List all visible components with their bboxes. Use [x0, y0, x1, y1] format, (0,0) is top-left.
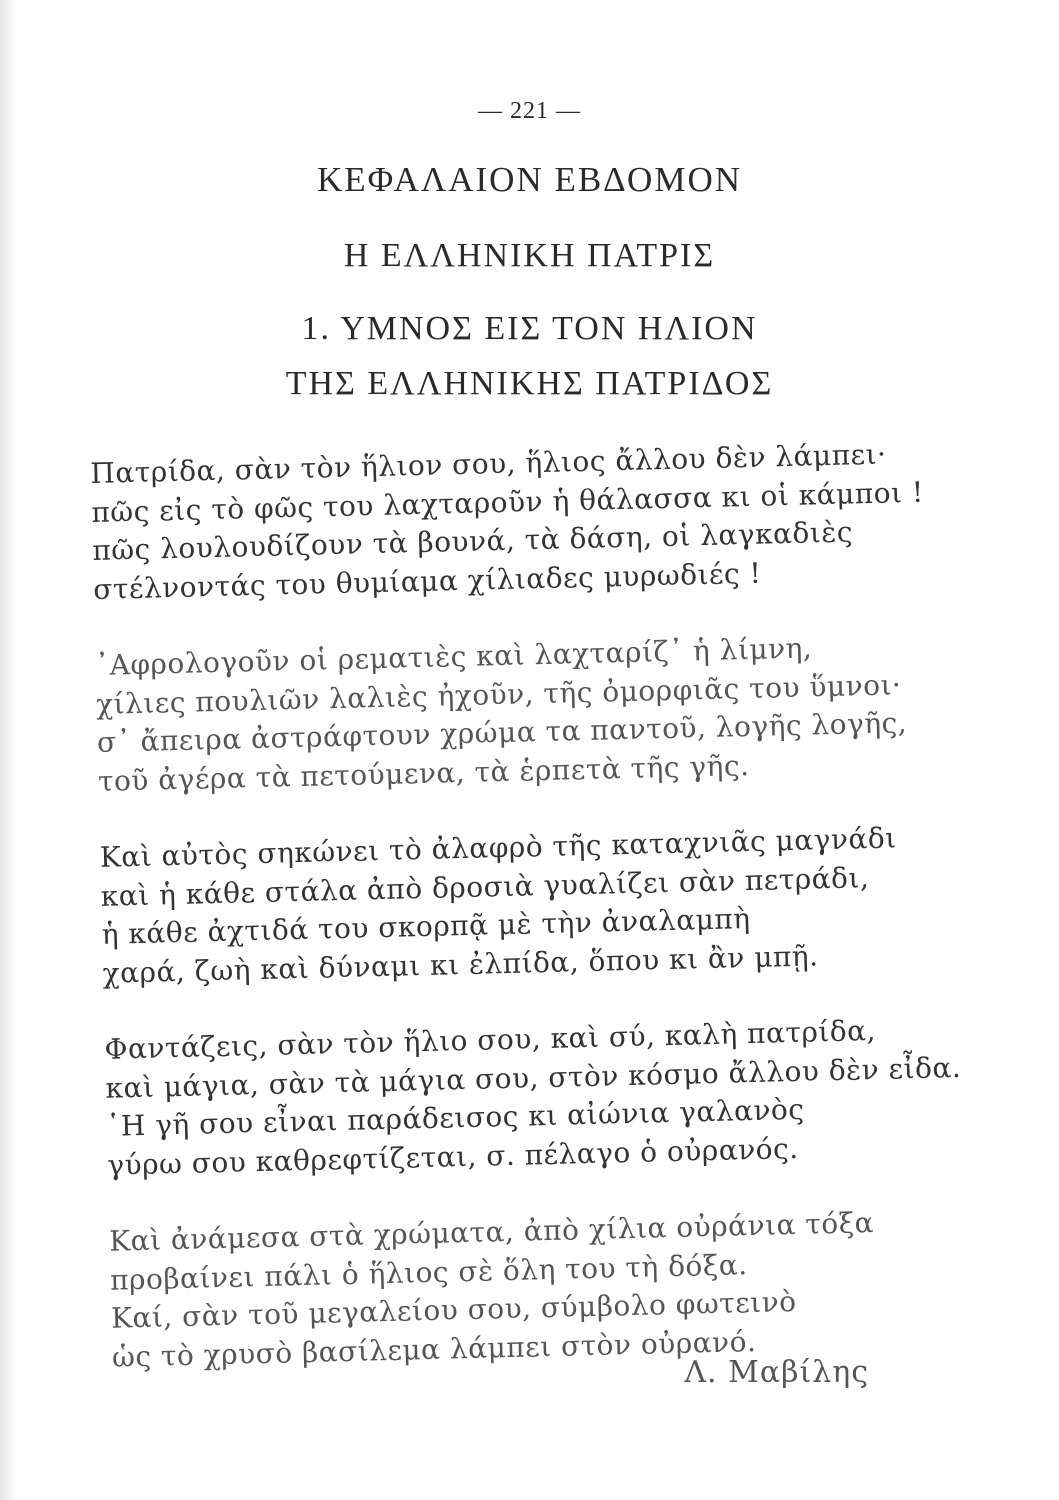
poem-line: Φαντάζεις, σὰν τὸν ἥλιο σου, καὶ σύ, καλὴ πατρίδα,: [104, 1013, 877, 1066]
poem-line: τοῦ ἀγέρα τὰ πετούμενα, τὰ ἑρπετὰ τῆς γῆς.: [97, 748, 750, 798]
author-signature: Λ. Μαβίλης: [684, 1355, 869, 1390]
poem-line: Καί, σὰν τοῦ μεγαλείου σου, σύμβολο φωτεινὸ: [110, 1284, 797, 1335]
poem-body: [90, 435, 962, 1414]
page-number: — 221 —: [478, 98, 581, 124]
poem-line: καὶ ἡ κάθε στάλα ἀπὸ δροσιὰ γυαλίζει σὰν πετράδι,: [100, 860, 870, 913]
stanza-5: [109, 1203, 913, 1376]
stanza-2: [94, 627, 908, 800]
poem-line: προβαίνει πάλι ὁ ἥλιος σὲ ὅλη του τὴ δόξα.: [109, 1247, 748, 1297]
poem-line: πῶς λουλουδίζουν τὰ βουνά, τὰ δάση, οἱ λαγκαδιὲς: [91, 515, 854, 567]
poem-line: χίλιες πουλιῶν λαλιὲς ἠχοῦν, τῆς ὀμορφιᾶς του ὕμνοι·: [95, 667, 902, 721]
stanza-4: [104, 1011, 962, 1184]
chapter-title: ΚΕΦΑΛΑΙΟΝ ΕΒΔΟΜΟΝ: [317, 160, 742, 199]
poem-title-line-2: ΤΗΣ ΕΛΛΗΝΙΚΗΣ ΠΑΤΡΙΔΟΣ: [285, 365, 774, 402]
poem-line: γύρω σου καθρεφτίζεται, σ. πέλαγο ὁ οὐρανός.: [106, 1131, 799, 1182]
poem-line: χαρά, ζωὴ καὶ δύναμι κι ἐλπίδα, ὅπου κι ἂν μπῇ.: [102, 938, 819, 990]
page-edge-shadow: [0, 0, 18, 1500]
poem-line: ἡ κάθε ἀχτιδά του σκορπᾷ μὲ τὴν ἀναλαμπὴ: [101, 902, 751, 951]
poem-line: Πατρίδα, σὰν τὸν ἥλιον σου, ἥλιος ἄλλου δὲν λάμπει·: [90, 437, 887, 490]
section-title: Η ΕΛΛΗΝΙΚΗ ΠΑΤΡΙΣ: [343, 237, 716, 274]
poem-line: ὡς τὸ χρυσὸ βασίλεμα λάμπει στὸν οὐρανό.: [111, 1324, 757, 1374]
poem-line: Καὶ αὐτὸς σηκώνει τὸ ἀλαφρὸ τῆς καταχνιᾶς μαγνάδι: [99, 821, 898, 874]
poem-line: σ᾿ ἄπειρα ἀστράφτουν χρώμα τα παντοῦ, λογῆς λογῆς,: [96, 706, 908, 759]
poem-line: πῶς εἰς τὸ φῶς του λαχταροῦν ἡ θάλασσα κι οἱ κάμποι !: [90, 475, 925, 529]
poem-line: ῾Η γῆ σου εἶναι παράδεισος κι αἰώνια γαλανὸς: [106, 1092, 805, 1143]
poem-line: στέλνοντάς του θυμίαμα χίλιαδες μυρωδιές !: [92, 556, 762, 606]
poem-line: καὶ μάγια, σὰν τὰ μάγια σου, στὸν κόσμο ἄλλου δὲν εἶδα.: [105, 1050, 962, 1105]
stanza-1: [90, 435, 925, 608]
stanza-3: [99, 819, 903, 992]
poem-line: ᾿Αφρολογοῦν οἱ ρεματιὲς καὶ λαχταρίζ᾿ ἡ λίμνη,: [94, 631, 813, 682]
poem-line: Καὶ ἀνάμεσα στὰ χρώματα, ἀπὸ χίλια οὐράνια τόξα: [108, 1206, 875, 1258]
poem-title-line-1: 1. ΥΜΝΟΣ ΕΙΣ ΤΟΝ ΗΛΙΟΝ: [301, 310, 758, 347]
